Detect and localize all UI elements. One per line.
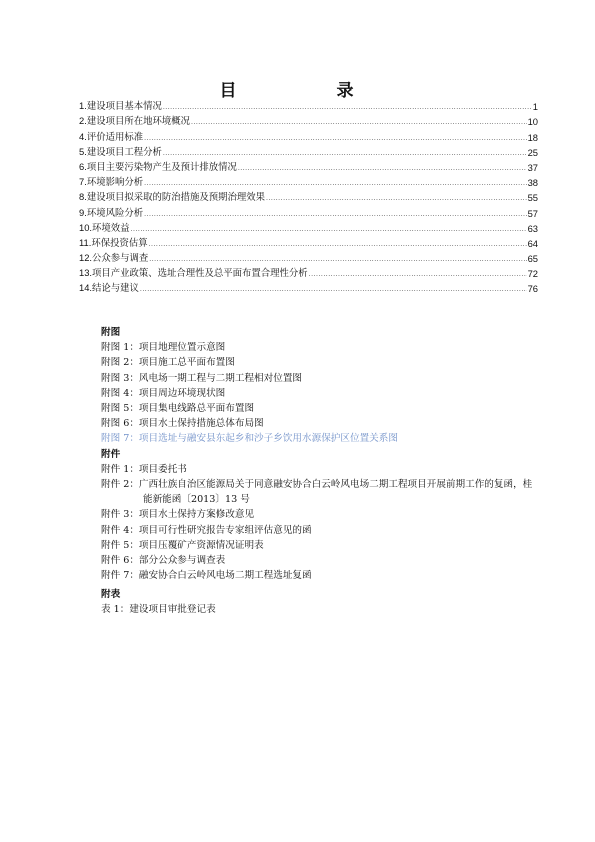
toc-entry-label: 2.建设项目所在地环境概况	[79, 115, 190, 127]
toc-leader-dots	[163, 103, 532, 112]
attachment-item: 附件 2：广西壮族自治区能源局关于同意融安协合白云岭风电场二期工程项目开展前期工作的复函，桂能新能函〔2013〕13 号	[101, 479, 533, 506]
toc-entry-page: 10	[527, 116, 538, 128]
attachment-item: 附件 7：融安协合白云岭风电场二期工程选址复函	[101, 570, 312, 582]
toc-leader-dots	[149, 240, 527, 249]
toc-entry-label: 5.建设项目工程分析	[79, 145, 162, 157]
toc-entry[interactable]	[79, 249, 538, 264]
toc-entry-page: 76	[527, 283, 538, 295]
toc-entry-label: 9.环境风险分析	[79, 206, 144, 218]
toc-leader-dots	[191, 118, 527, 127]
toc-entry-label: 6.项目主要污染物产生及预计排放情况	[79, 160, 237, 172]
toc-entry-page: 57	[527, 207, 538, 219]
figure-item: 附图 5：项目集电线路总平面布置图	[101, 403, 255, 414]
toc-entry-page: 1	[532, 101, 538, 113]
toc-entry[interactable]	[79, 97, 538, 112]
toc-leader-dots	[149, 255, 526, 264]
figure-item: 附图 2：项目施工总平面布置图	[101, 357, 235, 369]
toc-leader-dots	[163, 149, 527, 158]
toc-entry[interactable]	[79, 234, 538, 249]
toc-leader-dots	[266, 194, 527, 203]
toc-entry-label: 7.环境影响分析	[79, 176, 144, 188]
toc-leader-dots	[144, 179, 526, 188]
toc-entry[interactable]	[79, 219, 538, 234]
toc-entry-page: 64	[527, 237, 538, 249]
toc-entry-page: 37	[527, 161, 538, 173]
toc-entry[interactable]	[79, 203, 538, 218]
figure-item: 附图 4：项目周边环境现状图	[101, 387, 226, 399]
figures-section	[101, 325, 541, 583]
figure-item: 附图 3：风电场一期工程与二期工程相对位置图	[101, 372, 303, 384]
figure-item: 附图 1：项目地理位置示意图	[101, 342, 226, 354]
toc-entry[interactable]	[79, 173, 538, 188]
toc-entry[interactable]	[79, 188, 538, 203]
toc-entry-page: 55	[527, 192, 538, 204]
figure-item: 附图 6：项目水土保持措施总体布局图	[101, 418, 264, 430]
attachment-item: 附件 4：项目可行性研究报告专家组评估意见的函	[101, 524, 312, 536]
tables-section	[101, 587, 541, 617]
figures-heading: 附图	[101, 327, 121, 338]
toc-leader-dots	[144, 210, 526, 219]
attachment-item: 附件 5：项目压覆矿产资源情况证明表	[101, 539, 264, 551]
toc-entry-label: 13.项目产业政策、选址合理性及总平面布置合理性分析	[79, 267, 308, 279]
toc-entry-label: 10.环境效益	[79, 221, 130, 233]
page-title: 目 录	[219, 81, 376, 101]
toc-entry[interactable]	[79, 112, 538, 127]
toc-entry-label: 4.评价适用标准	[79, 130, 144, 142]
tables-heading: 附表	[101, 589, 121, 600]
toc-entry-label: 11.环保投资估算	[79, 236, 148, 248]
toc-leader-dots	[238, 164, 527, 173]
attachment-item: 附件 6：部分公众参与调查表	[101, 555, 226, 567]
toc-leader-dots	[140, 285, 527, 294]
toc-entry[interactable]	[79, 127, 538, 142]
attachment-item: 附件 3：项目水土保持方案修改意见	[101, 509, 255, 521]
toc-entry[interactable]	[79, 264, 538, 279]
toc-entry-page: 72	[527, 268, 538, 280]
toc-entry-label: 1.建设项目基本情况	[79, 100, 162, 112]
toc-entry-page: 65	[527, 253, 538, 265]
toc-entry-page: 25	[527, 146, 538, 158]
toc-entry[interactable]	[79, 143, 538, 158]
toc-leader-dots	[144, 134, 526, 143]
toc-entry-page: 38	[527, 177, 538, 189]
figure-item: 附图 7：项目选址与融安县东起乡和沙子乡饮用水源保护区位置关系图	[101, 433, 398, 445]
toc-leader-dots	[309, 270, 527, 279]
attachment-item: 附件 1：项目委托书	[101, 463, 187, 475]
toc-entry[interactable]	[79, 279, 538, 294]
toc-entry-label: 14.结论与建议	[79, 282, 139, 294]
table-item: 表 1：建设项目审批登记表	[101, 604, 216, 616]
toc-entry-page: 63	[527, 222, 538, 234]
toc-entry[interactable]	[79, 158, 538, 173]
toc-leader-dots	[131, 225, 527, 234]
toc-entry-label: 8.建设项目拟采取的防治措施及预期治理效果	[79, 191, 265, 203]
toc-entry-page: 18	[527, 131, 538, 143]
table-of-contents	[79, 97, 538, 294]
attachments-heading: 附件	[101, 448, 121, 460]
toc-entry-label: 12.公众参与调查	[79, 252, 149, 264]
